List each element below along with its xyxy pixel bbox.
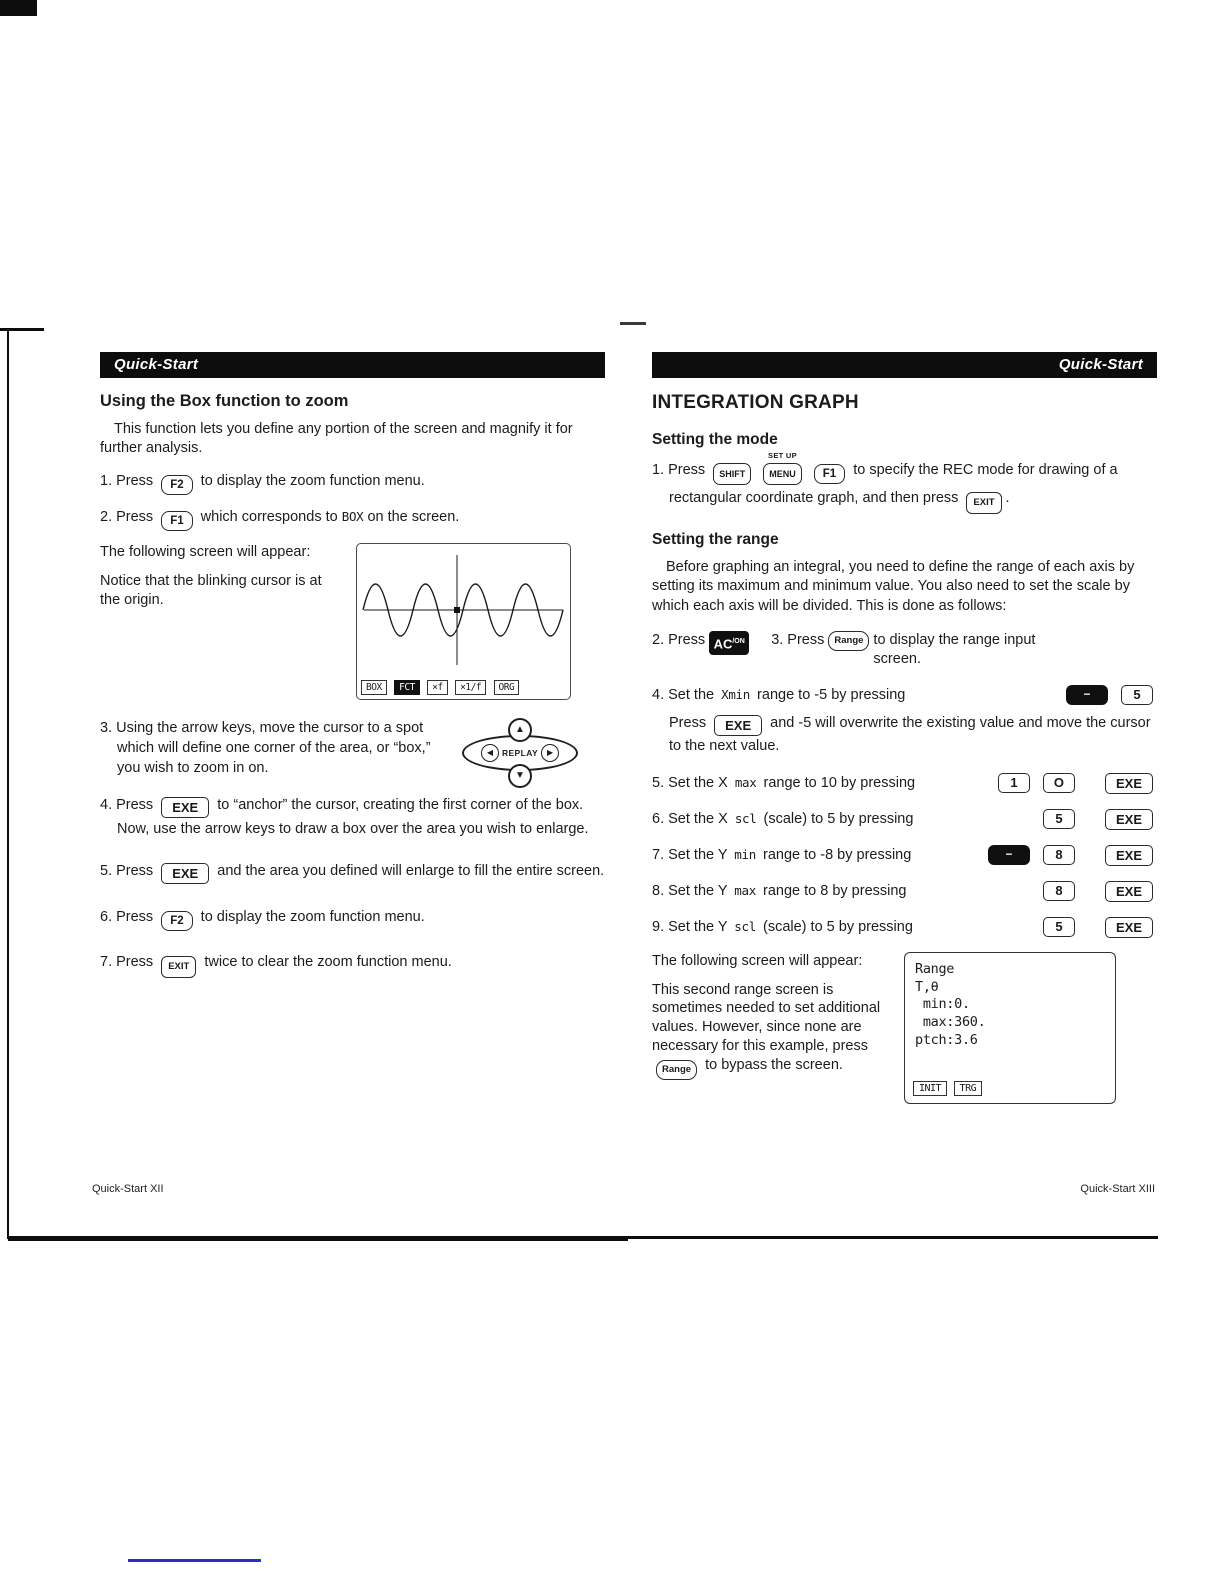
right-page-header-bar (652, 352, 1157, 378)
screen-note-row (100, 543, 605, 700)
screen-line: T,θ (915, 978, 939, 995)
step-text: to display the zoom function menu. (200, 909, 425, 926)
step-text: on the screen. (367, 508, 460, 525)
step-text: 5. Set the X (652, 775, 728, 792)
digit-0-key: O (1043, 773, 1075, 793)
up-arrow-icon: ▲ (508, 718, 532, 742)
init-menu-cell: INIT (913, 1081, 947, 1096)
trg-menu-cell: TRG (954, 1081, 983, 1096)
step-text: 7. Press (100, 954, 154, 971)
setting-range-heading: Setting the range (652, 531, 779, 548)
step-text: 6. Set the X (652, 811, 728, 828)
note-paragraph (652, 981, 892, 1080)
page-bottom-border (8, 1236, 628, 1241)
step-text: . (1005, 490, 1010, 506)
xmin-code-word: Xmin (721, 686, 751, 702)
menu-cell-x1f: ×1/f (455, 680, 486, 695)
digit-8-key: 8 (1043, 845, 1075, 865)
right-step-6 (652, 809, 1157, 830)
step-8-keys (1034, 881, 1157, 902)
range-screen-display (904, 952, 1116, 1104)
range-screen-note (652, 952, 892, 1080)
replay-bottom (462, 764, 578, 788)
exe-key: EXE (1105, 809, 1153, 830)
menu-key-wrap (759, 451, 806, 485)
step-text (652, 847, 911, 863)
left-step-5 (100, 860, 605, 884)
step-text (652, 919, 913, 935)
f1-key: F1 (161, 511, 192, 531)
screen-line: min:0. (915, 996, 970, 1013)
note-text: This second range screen is sometimes needed to set additional values. However, since none are necessary for this example, press (652, 981, 881, 1055)
scl-code-word: scl (734, 811, 757, 827)
left-step-2 (100, 506, 605, 531)
step-9-keys (1034, 917, 1157, 938)
setting-mode-heading: Setting the mode (652, 431, 778, 448)
page-edge-line (7, 331, 9, 1239)
exe-key: EXE (161, 863, 209, 884)
header-label: Quick-Start (114, 356, 199, 373)
screen-line: max:360. (915, 1014, 986, 1031)
range-screen-note-row (652, 952, 1157, 1104)
max-code-word: max (734, 775, 757, 791)
step-text: (scale) to 5 by pressing (763, 919, 913, 936)
step-5-keys (989, 773, 1157, 794)
range-intro: Before graphing an integral, you need to define the range of each axis by setting its maximum and minimum value. You also need to set the scale by which each axis will be divided. This is done as follows: (652, 559, 1135, 614)
range-key: Range (656, 1060, 697, 1080)
step-4-continuation (652, 713, 1157, 758)
step-3-row (100, 718, 605, 788)
right-page (652, 352, 1157, 1104)
step-text: Press (669, 714, 707, 731)
f1-key: F1 (814, 464, 845, 484)
right-step-7 (652, 845, 1157, 866)
step-text: 6. Press (100, 909, 154, 926)
sine-graph (361, 548, 566, 670)
step-text: 1. Press (652, 462, 706, 478)
screen-line: Range (915, 960, 955, 977)
range-key: Range (828, 631, 869, 651)
setup-label: SET UP (768, 451, 797, 460)
digit-5-key: 5 (1043, 917, 1075, 937)
left-step-7 (100, 951, 605, 978)
step-text: which corresponds to (200, 508, 338, 525)
left-page (100, 352, 605, 978)
step-text: to display the range input screen. (873, 631, 1036, 668)
left-step-4 (100, 794, 605, 840)
note-line: The following screen will appear: (652, 952, 863, 969)
left-step-1 (100, 470, 605, 495)
right-steps-2-3 (652, 631, 1157, 670)
note-text: to bypass the screen. (705, 1056, 843, 1073)
step-text: 2. Press (652, 631, 706, 648)
ac-on-key (709, 631, 749, 655)
screen-note (100, 543, 342, 611)
screen-line: ptch:3.6 (915, 1031, 978, 1048)
step-6-keys (1034, 809, 1157, 830)
left-page-number: Quick-Start XII (92, 1183, 164, 1195)
header-label: Quick-Start (1058, 356, 1143, 373)
step-text: 7. Set the Y (652, 847, 728, 864)
scl-code-word: scl (734, 919, 756, 935)
step-text: 8. Set the Y (652, 883, 728, 900)
digit-5-key: 5 (1043, 809, 1075, 829)
right-step-5 (652, 773, 1157, 794)
step-text (652, 883, 906, 899)
left-step-6 (100, 906, 605, 931)
step-text: and -5 will overwrite the existing value and move the cursor to the next value. (669, 714, 1151, 754)
left-intro: This function lets you define any portion of the screen and magnify it for further analysis. (100, 421, 573, 457)
step-text: 1. Press (100, 472, 154, 489)
replay-top (462, 718, 578, 742)
note-line: The following screen will appear: (100, 543, 311, 560)
exe-key: EXE (161, 797, 209, 818)
exe-key: EXE (1105, 773, 1153, 794)
right-step-8 (652, 881, 1157, 902)
step-text: 9. Set the Y (652, 919, 728, 936)
minus-key: − (988, 845, 1030, 865)
min-code-word: min (734, 847, 756, 863)
step-text (652, 775, 915, 791)
step-text: range to 8 by pressing (763, 883, 907, 900)
digit-5-key: 5 (1121, 685, 1153, 705)
step-text: 2. Press (100, 508, 154, 525)
left-section-title: Using the Box function to zoom (100, 392, 349, 410)
left-page-header-bar (100, 352, 605, 378)
step-text (652, 811, 913, 827)
note-line: Notice that the blinking cursor is at the origin. (100, 572, 322, 609)
scan-artifact-blob (0, 0, 19, 13)
page-fold-mark (620, 322, 646, 325)
exe-key: EXE (1105, 917, 1153, 938)
digit-1-key: 1 (998, 773, 1030, 793)
step-text: 5. Press (100, 863, 154, 880)
ac-key-label: AC (713, 636, 733, 652)
step-text: to specify the REC mode for drawing of a rectangular coordinate graph, and then press (669, 462, 1118, 506)
step-text: to “anchor” the cursor, creating the first corner of the box. Now, use the arrow keys to draw a box over the area you wish to enlarge. (117, 796, 589, 837)
step-text: (scale) to 5 by pressing (763, 811, 914, 828)
digit-8-key: 8 (1043, 881, 1075, 901)
right-step-4 (652, 685, 1157, 758)
step-text: to display the zoom function menu. (200, 472, 425, 489)
shift-key: SHIFT (713, 463, 751, 485)
right-step-9 (652, 917, 1157, 938)
replay-label: REPLAY (501, 747, 539, 758)
exe-key: EXE (714, 715, 762, 736)
step-text: 4. Set the (652, 686, 715, 703)
replay-pad (462, 718, 578, 788)
exe-key: EXE (1105, 845, 1153, 866)
step-text: and the area you defined will enlarge to fill the entire screen. (217, 863, 605, 880)
step-text: range to -8 by pressing (763, 847, 912, 864)
step-text (652, 687, 905, 703)
max-code-word: max (734, 883, 756, 899)
menu-cell-org: ORG (494, 680, 520, 695)
exe-key: EXE (1105, 881, 1153, 902)
range-screen-menu (913, 1078, 984, 1096)
exit-key: EXIT (966, 492, 1001, 514)
right-arrow-icon: ▶ (541, 744, 559, 762)
step-text: 3. Press (771, 631, 825, 648)
right-step-1 (652, 451, 1157, 514)
step-text: range to -5 by pressing (757, 686, 906, 703)
integration-graph-title: INTEGRATION GRAPH (652, 392, 859, 413)
left-step-3: 3. Using the arrow keys, move the cursor to a spot which will define one corner of the area, or “box,” you wish to zoom in on. (100, 719, 431, 777)
f2-key: F2 (161, 911, 192, 931)
zoom-screen-menu (361, 677, 566, 695)
step-4-line (652, 685, 1157, 705)
step-text: twice to clear the zoom function menu. (204, 954, 452, 971)
step-4-keys (1057, 685, 1157, 705)
menu-cell-fct: FCT (394, 680, 420, 695)
exit-key: EXIT (161, 956, 196, 978)
minus-key: − (1066, 685, 1108, 705)
right-page-number: Quick-Start XIII (1080, 1183, 1155, 1195)
step-text: range to 10 by pressing (763, 775, 916, 792)
zoom-screen-display (356, 543, 571, 700)
step-text: 4. Press (100, 796, 154, 813)
left-arrow-icon: ◀ (481, 744, 499, 762)
menu-cell-box: BOX (361, 680, 387, 695)
step-7-keys (979, 845, 1157, 866)
f2-key: F2 (161, 475, 192, 495)
menu-cell-xf: ×f (427, 680, 447, 695)
menu-key: MENU (763, 463, 802, 485)
down-arrow-icon: ▼ (508, 764, 532, 788)
box-code-word: BOX (341, 508, 364, 524)
link-underline (128, 1559, 261, 1562)
ac-on-superscript: /ON (732, 637, 745, 645)
